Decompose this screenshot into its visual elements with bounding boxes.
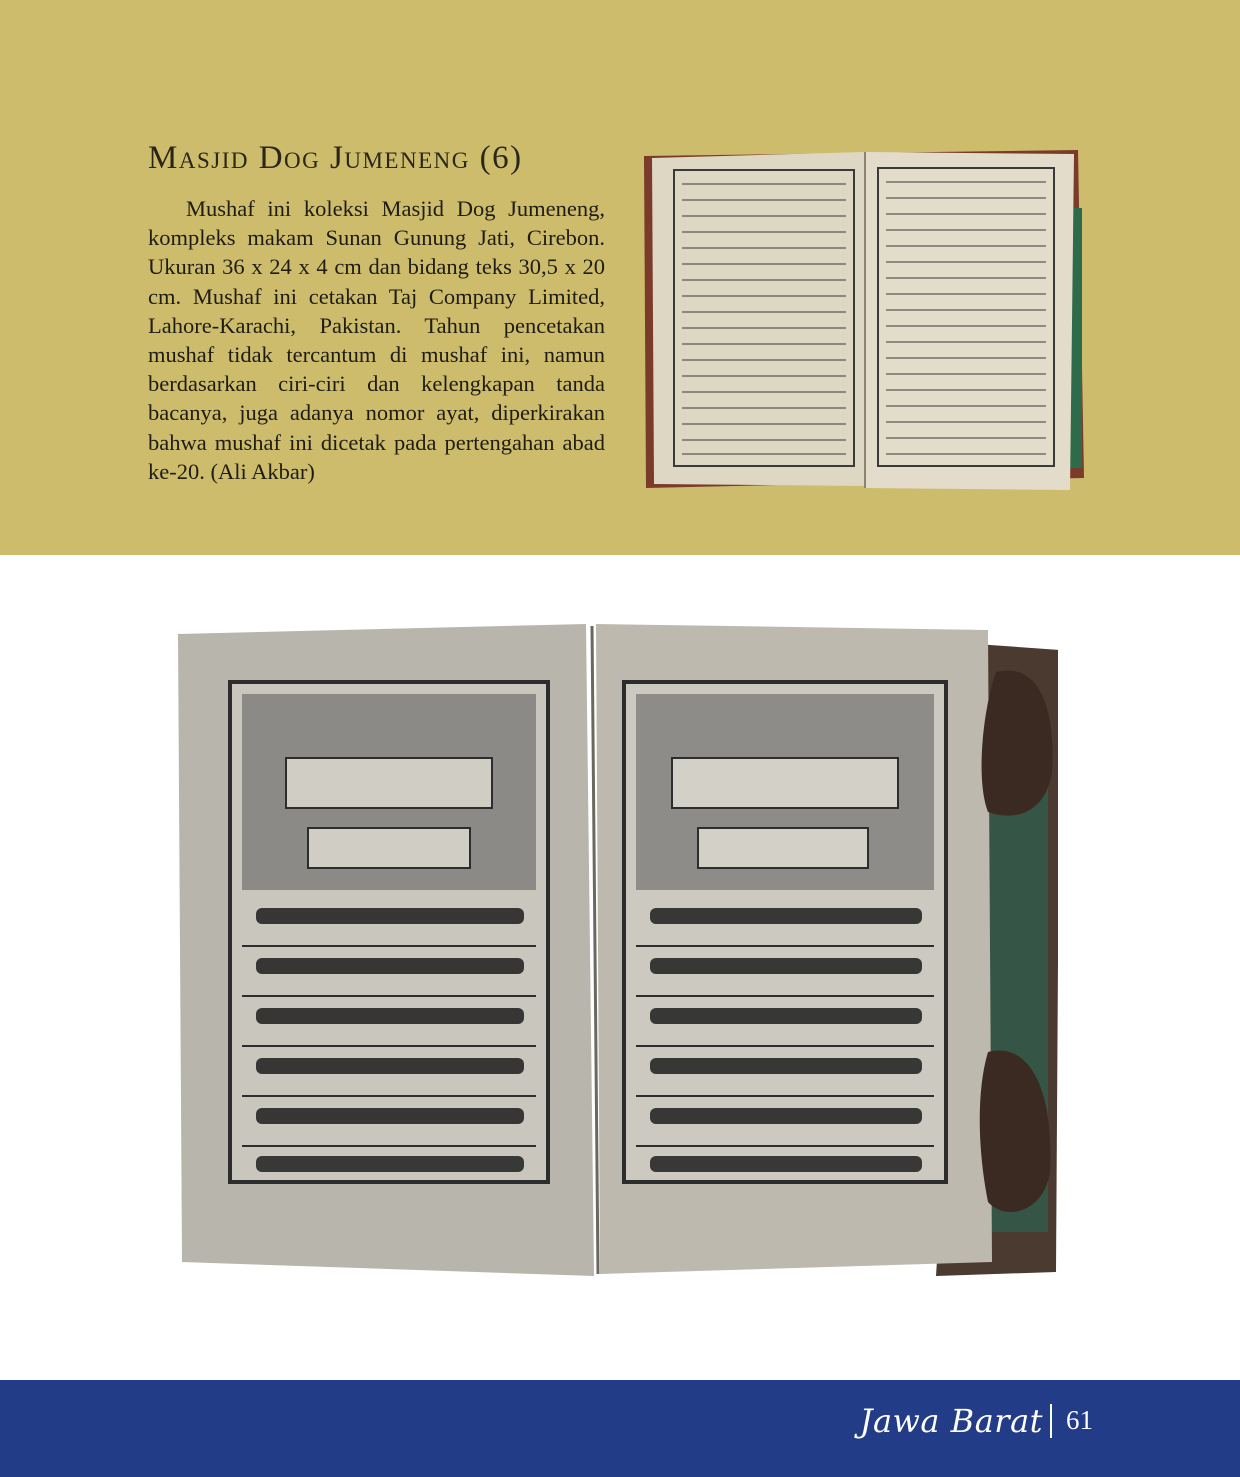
mushaf-photo-small	[638, 148, 1085, 493]
description-paragraph: Mushaf ini koleksi Masjid Dog Jumeneng, kompleks makam Sunan Gunung Jati, Cirebon. Ukuran 36 x 24 x 4 cm dan bidang teks 30,5 x 20 cm. Mushaf ini cetakan Taj Company Limited, Lahore-Karachi, Pakistan. Tahun pencetakan mushaf tidak tercantum di mushaf ini, namun berdasarkan ciri-ciri dan kelengkapan tanda bacanya, juga adanya nomor ayat, diperkirakan bahwa mushaf ini dicetak pada pertengahan abad ke-20. (Ali Akbar)	[148, 196, 605, 484]
footer-region: Jawa Barat	[859, 1402, 1043, 1440]
footer-band	[0, 1380, 1240, 1477]
mushaf-photo-large	[176, 612, 1058, 1282]
page-title: Masjid Dog Jumeneng (6)	[148, 140, 523, 176]
footer-divider	[1050, 1404, 1052, 1438]
page-number: 61	[1066, 1405, 1093, 1435]
